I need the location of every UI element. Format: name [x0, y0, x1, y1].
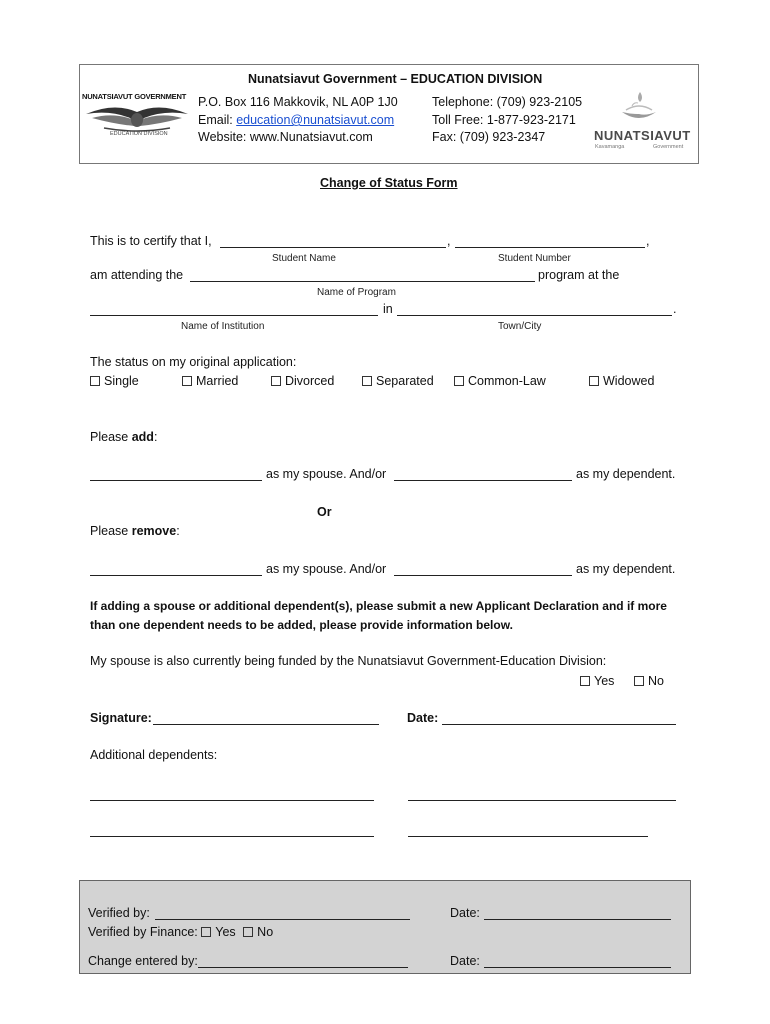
- left-logo-subtitle: EDUCATION DIVISION: [110, 131, 168, 137]
- finance-yes-checkbox[interactable]: [201, 927, 211, 937]
- student-name-label: Student Name: [272, 253, 336, 264]
- office-date-label-2: Date:: [450, 954, 480, 968]
- funded-no-option[interactable]: [634, 674, 664, 688]
- left-logo-title: NUNATSIAVUT GOVERNMENT: [82, 92, 187, 101]
- right-logo-left-word: Kavamanga: [595, 144, 625, 150]
- remove-dependent-field[interactable]: [394, 575, 572, 576]
- certify-period: .: [673, 302, 677, 316]
- divorced-checkbox[interactable]: [271, 376, 281, 386]
- status-option-single[interactable]: [90, 374, 139, 388]
- eagle-emblem-icon: [84, 102, 190, 132]
- notice-line-2: than one dependent needs to be added, please provide information below.: [90, 618, 513, 632]
- verified-finance-line: [88, 925, 273, 939]
- finance-no-label: No: [257, 925, 274, 939]
- address-text: P.O. Box 116 Makkovik, NL A0P 1J0: [198, 95, 398, 109]
- please-add-bold: add: [131, 430, 154, 444]
- status-option-divorced[interactable]: [271, 374, 334, 388]
- finance-yes-label: Yes: [215, 925, 236, 939]
- common-law-checkbox[interactable]: [454, 376, 464, 386]
- program-name-field[interactable]: [190, 281, 535, 282]
- add-spouse-text: as my spouse. And/or: [266, 467, 387, 481]
- right-logo-right-word: Government: [653, 144, 684, 150]
- town-city-label: Town/City: [498, 321, 542, 332]
- lamp-flame-icon: [616, 90, 662, 124]
- institution-name-field[interactable]: [90, 315, 378, 316]
- funded-yes-label: Yes: [594, 674, 615, 688]
- additional-dependents-label: Additional dependents:: [90, 748, 218, 762]
- town-city-field[interactable]: [397, 315, 672, 316]
- please-add-prefix: Please: [90, 430, 132, 444]
- please-add-heading: [90, 430, 157, 444]
- finance-no-checkbox[interactable]: [243, 927, 253, 937]
- married-checkbox[interactable]: [182, 376, 192, 386]
- remove-spouse-text: as my spouse. And/or: [266, 562, 387, 576]
- add-dependent-text: as my dependent.: [576, 467, 676, 481]
- institution-name-label: Name of Institution: [181, 321, 265, 332]
- additional-dependent-field-4[interactable]: [408, 836, 648, 837]
- attending-suffix: program at the: [538, 268, 620, 282]
- verified-finance-label: Verified by Finance:: [88, 925, 198, 939]
- remove-spouse-field[interactable]: [90, 575, 262, 576]
- please-add-suffix: :: [153, 430, 158, 444]
- finance-yes-option[interactable]: [201, 925, 235, 939]
- remove-dependent-text: as my dependent.: [576, 562, 676, 576]
- please-remove-prefix: Please: [90, 524, 132, 538]
- office-date-field-2[interactable]: [484, 967, 671, 968]
- funded-question: My spouse is also currently being funded by the Nunatsiavut Government-Education Division:: [90, 654, 607, 668]
- certify-comma-2: ,: [646, 234, 650, 248]
- change-entered-label: Change entered by:: [88, 954, 198, 968]
- status-heading: The status on my original application:: [90, 355, 297, 369]
- website-text: Website: www.Nunatsiavut.com: [198, 130, 373, 144]
- common-law-label: Common-Law: [468, 374, 546, 388]
- office-date-label-1: Date:: [450, 906, 480, 920]
- office-date-field-1[interactable]: [484, 919, 671, 920]
- fax-text: Fax: (709) 923-2347: [432, 130, 546, 144]
- date-field[interactable]: [442, 724, 676, 725]
- please-remove-bold: remove: [131, 524, 177, 538]
- email-label: Email:: [198, 113, 237, 127]
- add-spouse-field[interactable]: [90, 480, 262, 481]
- verified-by-label: Verified by:: [88, 906, 150, 920]
- funded-yes-option[interactable]: [580, 674, 614, 688]
- additional-dependent-field-2[interactable]: [408, 800, 676, 801]
- married-label: Married: [196, 374, 239, 388]
- please-remove-heading: [90, 524, 180, 538]
- student-name-field[interactable]: [220, 247, 446, 248]
- certify-prefix: This is to certify that I,: [90, 234, 212, 248]
- notice-line-1: If adding a spouse or additional dependent(s), please submit a new Applicant Declaration and if more: [90, 599, 667, 613]
- telephone-text: Telephone: (709) 923-2105: [432, 95, 583, 109]
- funded-no-label: No: [648, 674, 664, 688]
- date-label: Date:: [407, 711, 439, 725]
- student-number-label: Student Number: [498, 253, 571, 264]
- left-logo: [82, 92, 192, 142]
- separated-label: Separated: [376, 374, 434, 388]
- org-title: Nunatsiavut Government – EDUCATION DIVISION: [248, 72, 543, 86]
- email-link[interactable]: education@nunatsiavut.com: [236, 113, 395, 127]
- toll-free-text: Toll Free: 1-877-923-2171: [432, 113, 576, 127]
- additional-dependent-field-3[interactable]: [90, 836, 374, 837]
- single-label: Single: [104, 374, 139, 388]
- status-option-married[interactable]: [182, 374, 238, 388]
- change-entered-field[interactable]: [198, 967, 408, 968]
- status-option-separated[interactable]: [362, 374, 434, 388]
- or-text: Or: [317, 505, 332, 519]
- widowed-label: Widowed: [603, 374, 655, 388]
- add-dependent-field[interactable]: [394, 480, 572, 481]
- verified-by-field[interactable]: [155, 919, 410, 920]
- program-name-label: Name of Program: [317, 287, 396, 298]
- separated-checkbox[interactable]: [362, 376, 372, 386]
- certify-comma-1: ,: [447, 234, 451, 248]
- single-checkbox[interactable]: [90, 376, 100, 386]
- in-text: in: [383, 302, 393, 316]
- funded-no-checkbox[interactable]: [634, 676, 644, 686]
- status-option-widowed[interactable]: [589, 374, 654, 388]
- right-logo: [594, 90, 694, 152]
- student-number-field[interactable]: [455, 247, 645, 248]
- finance-no-option[interactable]: [243, 925, 273, 939]
- funded-yes-checkbox[interactable]: [580, 676, 590, 686]
- right-logo-name: NUNATSIAVUT: [594, 128, 691, 143]
- attending-prefix: am attending the: [90, 268, 184, 282]
- widowed-checkbox[interactable]: [589, 376, 599, 386]
- status-option-common-law[interactable]: [454, 374, 546, 388]
- signature-label: Signature:: [90, 711, 152, 725]
- signature-field[interactable]: [153, 724, 379, 725]
- email-line: [198, 113, 394, 127]
- please-remove-suffix: :: [176, 524, 180, 538]
- form-title: Change of Status Form: [320, 176, 458, 190]
- additional-dependent-field-1[interactable]: [90, 800, 374, 801]
- divorced-label: Divorced: [285, 374, 335, 388]
